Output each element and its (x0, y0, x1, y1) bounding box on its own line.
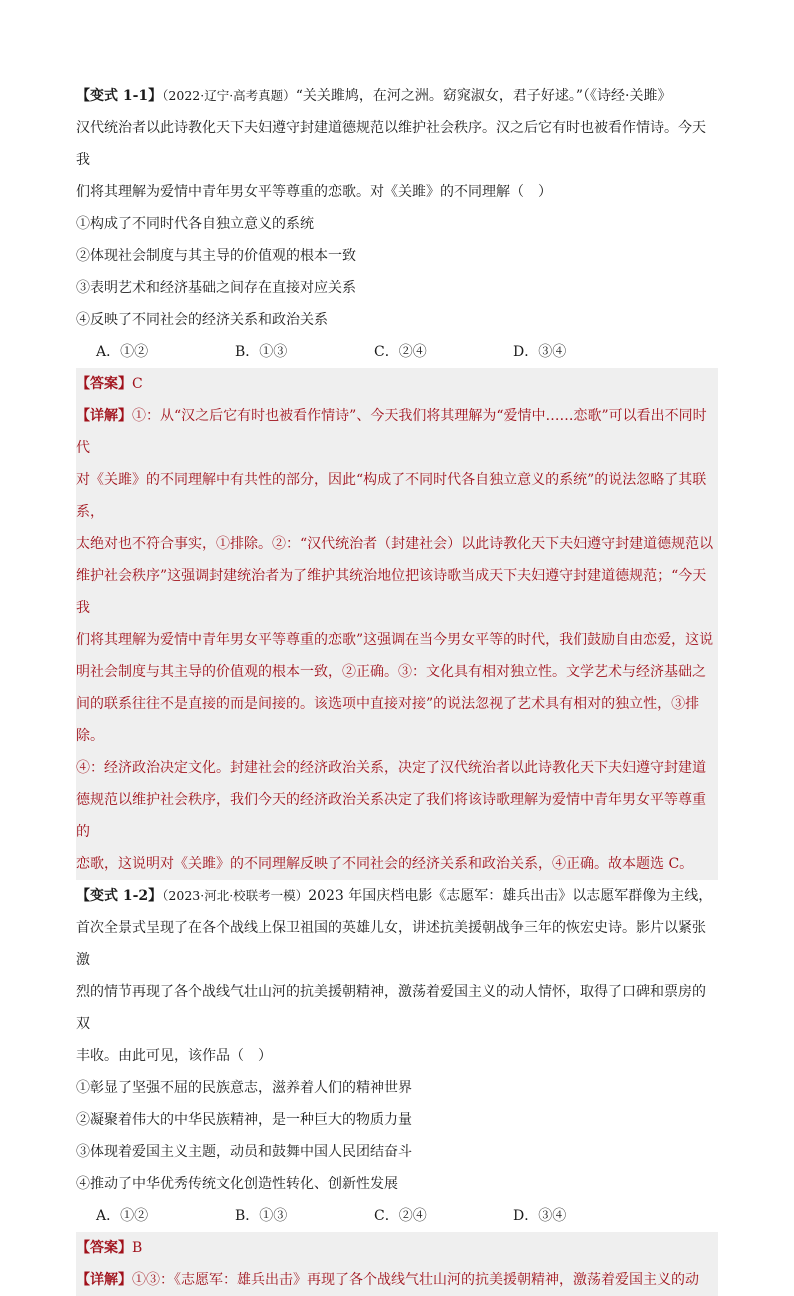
detail-line (76, 400, 718, 464)
detail-text: ①③：《志愿军：雄兵出击》再现了各个战线气壮山河的抗美援朝精神，激荡着爱国主义的动 (132, 1272, 699, 1288)
stem-line: “关关雎鸠，在河之洲。窈窕淑女，君子好逑。”（《诗经·关雎》 (295, 88, 672, 104)
answer-value: C (132, 376, 143, 392)
question-stem (76, 80, 718, 112)
detail-line (76, 1264, 718, 1296)
statement: ②凝聚着伟大的中华民族精神，是一种巨大的物质力量 (76, 1112, 412, 1128)
answer-label: 【答案】 (76, 376, 132, 392)
options-row (76, 1200, 718, 1232)
statement: ①彰显了坚强不屈的民族意志，滋养着人们的精神世界 (76, 1080, 412, 1096)
statement: ③体现着爱国主义主题，动员和鼓舞中国人民团结奋斗 (76, 1144, 412, 1160)
statement: ④推动了中华优秀传统文化创造性转化、创新性发展 (76, 1176, 398, 1192)
detail-label: 【详解】 (76, 408, 132, 424)
answer-line (76, 368, 718, 400)
question-tag: 【变式 1-2】 (76, 888, 163, 904)
question-1 (76, 80, 718, 880)
detail-label: 【详解】 (76, 1272, 132, 1288)
detail-line: 对《关雎》的不同理解中有共性的部分，因此“构成了不同时代各自独立意义的系统”的说法忽略了其联系， (76, 472, 707, 520)
stem-line: 首次全景式呈现了在各个战线上保卫祖国的英雄儿女，讲述抗美援朝战争三年的恢宏史诗。影片以紧张激 (76, 920, 706, 968)
stem-line: 们将其理解为爱情中青年男女平等尊重的恋歌。对《关雎》的不同理解（ ） (76, 184, 552, 200)
option-a: A．①② (96, 1208, 149, 1224)
option-d: D．③④ (513, 344, 567, 360)
detail-line: 间的联系往往不是直接的而是间接的。该选项中直接对接”的说法忽视了艺术具有相对的独立性，③排除。 (76, 696, 700, 744)
option-c: C．②④ (374, 344, 427, 360)
option-b: B．①③ (235, 344, 288, 360)
stem-line: 汉代统治者以此诗教化天下夫妇遵守封建道德规范以维护社会秩序。汉之后它有时也被看作情诗。今天我 (76, 120, 706, 168)
answer-line (76, 1232, 718, 1264)
answer-value: B (132, 1240, 143, 1256)
question-tag: 【变式 1-1】 (76, 88, 163, 104)
option-d: D．③④ (513, 1208, 567, 1224)
statement: ③表明艺术和经济基础之间存在直接对应关系 (76, 280, 356, 296)
options-row (76, 336, 718, 368)
question-2 (76, 880, 718, 1296)
detail-line: 明社会制度与其主导的价值观的根本一致，②正确。③：文化具有相对独立性。文学艺术与经济基础之 (76, 664, 706, 680)
detail-line: ④：经济政治决定文化。封建社会的经济政治关系，决定了汉代统治者以此诗教化天下夫妇遵守封建道 (76, 760, 706, 776)
option-a: A．①② (96, 344, 149, 360)
detail-line: 维护社会秩序”这强调封建统治者为了维护其统治地位把该诗歌当成天下夫妇遵守封建道德规范；“今天我 (76, 568, 707, 616)
answer-block (76, 368, 718, 880)
stem-line: 烈的情节再现了各个战线气壮山河的抗美援朝精神，激荡着爱国主义的动人情怀，取得了口碑和票房的双 (76, 984, 706, 1032)
option-c: C．②④ (374, 1208, 427, 1224)
statement: ①构成了不同时代各自独立意义的系统 (76, 216, 314, 232)
statement: ②体现社会制度与其主导的价值观的根本一致 (76, 248, 356, 264)
question-source: （2023·河北·校联考一模） (162, 888, 309, 903)
detail-text: ①：从“汉之后它有时也被看作情诗”、今天我们将其理解为“爱情中……恋歌”可以看出不同时代 (76, 408, 707, 456)
answer-block (76, 1232, 718, 1296)
stem-line: 2023 年国庆档电影《志愿军：雄兵出击》以志愿军群像为主线， (308, 888, 713, 904)
answer-label: 【答案】 (76, 1240, 132, 1256)
detail-line: 德规范以维护社会秩序，我们今天的经济政治关系决定了我们将该诗歌理解为爱情中青年男女平等尊重的 (76, 792, 706, 840)
detail-line: 恋歌，这说明对《关雎》的不同理解反映了不同社会的经济关系和政治关系，④正确。故本题选 C。 (76, 856, 694, 872)
detail-line: 太绝对也不符合事实，①排除。②：“汉代统治者（封建社会）以此诗教化天下夫妇遵守封建道德规范以 (76, 536, 714, 552)
stem-line: 丰收。由此可见，该作品（ ） (76, 1048, 272, 1064)
question-stem (76, 880, 718, 912)
statement: ④反映了不同社会的经济关系和政治关系 (76, 312, 328, 328)
question-source: （2022·辽宁·高考真题） (162, 88, 296, 103)
document-page (76, 80, 718, 1296)
detail-line: 们将其理解为爱情中青年男女平等尊重的恋歌”这强调在当今男女平等的时代，我们鼓励自由恋爱，这说 (76, 632, 714, 648)
option-b: B．①③ (235, 1208, 288, 1224)
